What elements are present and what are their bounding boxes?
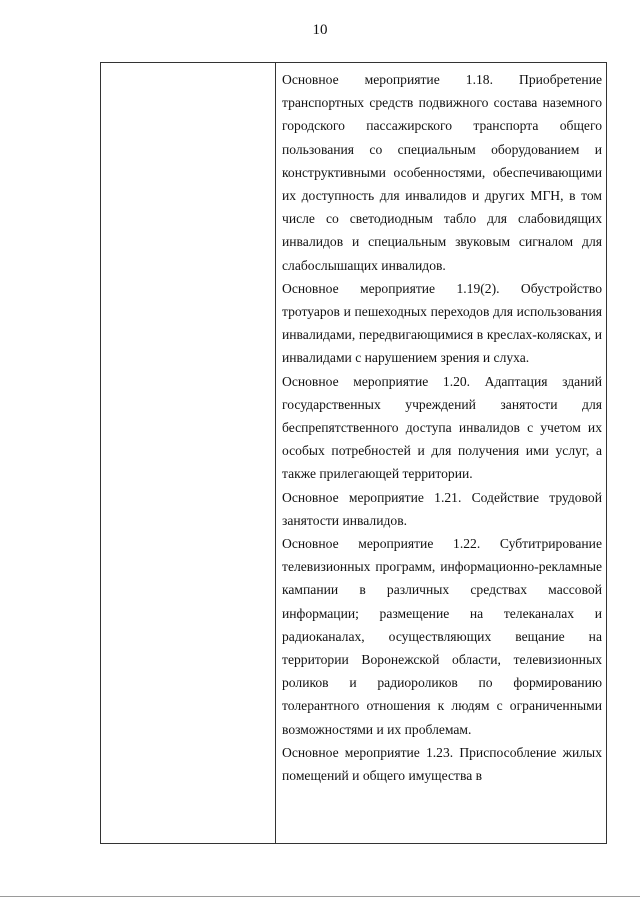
- measure-1-23-text: Основное мероприятие 1.23. Приспособление жилых помещений и общего имущества в: [282, 744, 602, 784]
- measure-1-20: Основное мероприятие 1.20. Адаптация зданий государственных учреждений занятости для беспрепятственного доступа инвалидов с учетом их особых потребностей и для получения ими услуг, а также прилегающей территории.: [282, 373, 602, 482]
- page-bottom-edge: [0, 896, 640, 897]
- column-divider: [275, 63, 276, 843]
- page-number: 10: [312, 22, 328, 38]
- table-cell-left-empty: [101, 63, 275, 843]
- measure-1-18: Основное мероприятие 1.18. Приобретение транспортных средств подвижного состава наземного городского пассажирского транспорта общего пользования со специальным оборудованием и конструктивными особенностями, обеспечивающими их доступность для инвалидов и других МГН, в том числе со светодиодным табло для слабовидящих инвалидов и специальным звуковым сигналом для слабослышащих инвалидов.: [282, 72, 602, 273]
- measure-1-19: Основное мероприятие 1.19(2). Обустройство тротуаров и пешеходных переходов для использования инвалидами, передвигающимися в креслах-колясках, и инвалидами с нарушением зрения и слуха.: [282, 280, 602, 366]
- measure-1-21: Основное мероприятие 1.21. Содействие трудовой занятости инвалидов.: [282, 489, 602, 528]
- measure-1-22: Основное мероприятие 1.22. Субтитрирование телевизионных программ, информационно-рекламные кампании в различных средствах массовой информации; размещение на телеканалах и радиоканалах, осуществляющих вещание на территории Воронежской области, телевизионных роликов и радиороликов по формированию толерантного отношения к людям с ограниченными возможностями и их проблемам.: [282, 536, 602, 737]
- table-cell-measures: [282, 68, 602, 838]
- measure-1-23: [282, 741, 602, 787]
- document-table: [100, 62, 607, 844]
